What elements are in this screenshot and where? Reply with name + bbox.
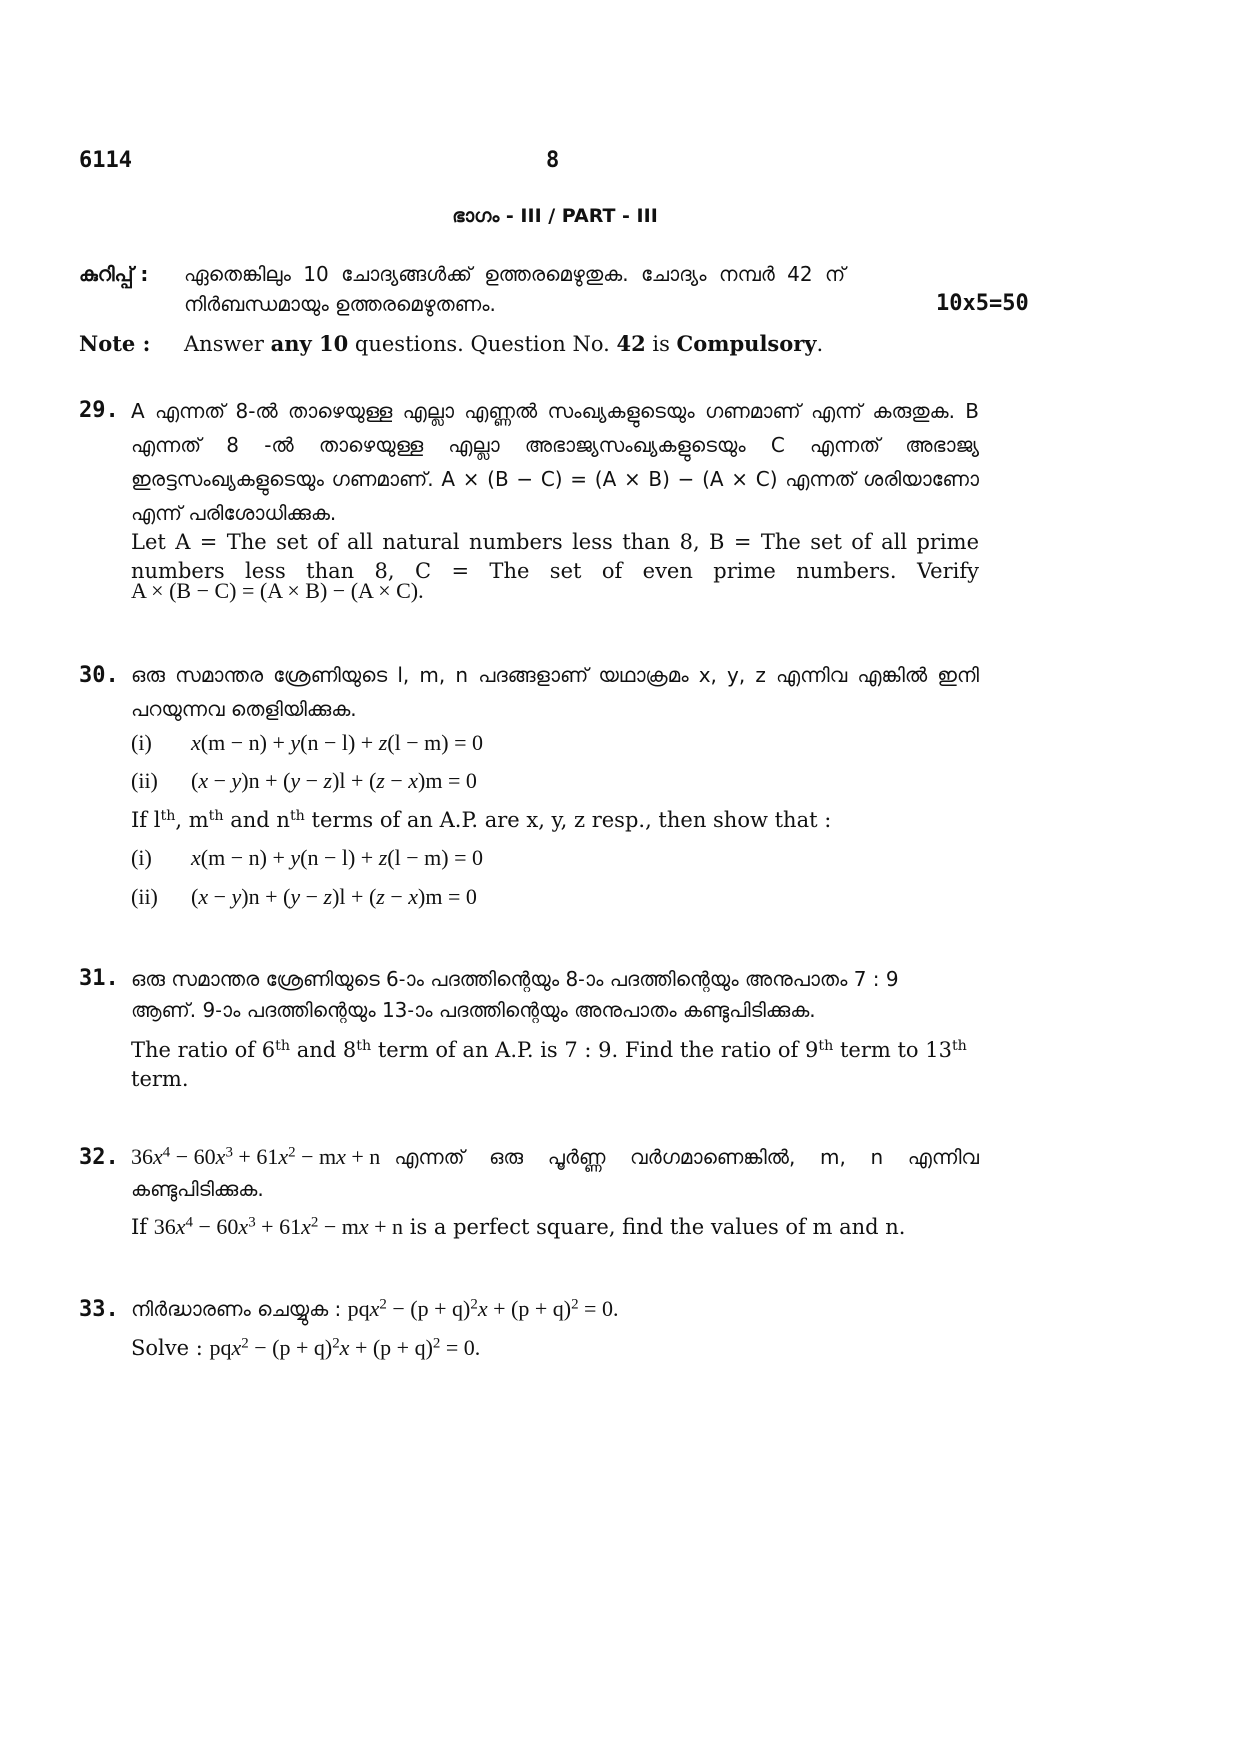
q33-malayalam: നിർദ്ധാരണം ചെയ്യുക : $pqx^2 - (p + q)^2x + (p + q)^2 = 0$. bbox=[131, 1296, 619, 1321]
q30-en-part-ii: (ii) (x − y)n + (y − z)l + (z − x)m = 0 bbox=[131, 884, 477, 909]
q29-english: Let A = The set of all natural numbers less than 8, B = The set of all prime numbers less than 8, C = The set of even prime numbers. Verify bbox=[131, 530, 979, 583]
q31-malayalam-line1: ഒരു സമാന്തര ശ്രേണിയുടെ 6-ാം പദത്തിന്റെയും 8-ാം പദത്തിന്റെയും അനുപാതം 7 : 9 bbox=[131, 967, 899, 991]
part-title: ഭാഗം - III / PART - III bbox=[452, 205, 658, 227]
q29-formula: A × (B − C) = (A × B) − (A × C). bbox=[131, 578, 424, 603]
note-en-label: Note : bbox=[79, 331, 151, 356]
page-number: 8 bbox=[546, 148, 560, 173]
q29-malayalam: A എന്നത് 8-ൽ താഴെയുള്ള എല്ലാ എണ്ണൽ സംഖ്യകളുടെയും ഗണമാണ് എന്ന് കരുതുക. B എന്നത് 8 -ൽ താഴെയുള്ള എല്ലാ അഭാജ്യസംഖ്യകളുടെയും C എന്നത് അഭാജ്യ ഇരട്ടസംഖ്യകളുടെയും ഗണമാണ്. A × (B − C) = (A × B) − (A × C) എന്നത് ശരിയാണോ എന്ന് പരിശോധിക്കുക. bbox=[131, 399, 979, 525]
note-ml-label: കുറിപ്പ് : bbox=[79, 262, 149, 286]
note-en-text: Answer any 10 questions. Question No. 42 is Compulsory. bbox=[184, 331, 824, 356]
question-number-33: 33. bbox=[79, 1297, 119, 1322]
q30-ml-part-ii: (ii) (x − y)n + (y − z)l + (z − x)m = 0 bbox=[131, 768, 477, 793]
q30-malayalam: ഒരു സമാന്തര ശ്രേണിയുടെ l, m, n പദങ്ങളാണ് യഥാക്രമം x, y, z എന്നിവ എങ്കിൽ ഇനി പറയുന്നവ തെളിയിക്കുക. bbox=[131, 663, 979, 721]
question-number-29: 29. bbox=[79, 398, 119, 423]
note-ml-line1: ഏതെങ്കിലും 10 ചോദ്യങ്ങൾക്ക് ഉത്തരമെഴുതുക. ചോദ്യം നമ്പർ 42 ന് bbox=[184, 262, 846, 286]
note-ml-line2: നിർബന്ധമായും ഉത്തരമെഴുതണം. bbox=[184, 292, 496, 316]
q32-malayalam-line2: കണ്ടുപിടിക്കുക. bbox=[131, 1177, 264, 1201]
total-marks: 10x5=50 bbox=[936, 291, 1029, 316]
q32-polynomial: $36x^4 - 60x^3 + 61x^2$ − mx + n bbox=[131, 1144, 381, 1169]
question-number-30: 30. bbox=[79, 663, 119, 688]
q30-en-part-i: (i) x(m − n) + y(n − l) + z(l − m) = 0 bbox=[131, 845, 483, 870]
q32-english: If $36x^4 - 60x^3 + 61x^2$ − mx + n is a perfect square, find the values of m and n. bbox=[131, 1214, 906, 1239]
question-number-32: 32. bbox=[79, 1145, 119, 1170]
q30-english: If $l^{th}$, $m^{th}$ and $n^{th}$ terms of an A.P. are x, y, z resp., then show that : bbox=[131, 807, 832, 832]
q30-ml-part-i: (i) x(m − n) + y(n − l) + z(l − m) = 0 bbox=[131, 730, 483, 755]
q31-malayalam-line2: ആണ്. 9-ാം പദത്തിന്റെയും 13-ാം പദത്തിന്റെയും അനുപാതം കണ്ടുപിടിക്കുക. bbox=[131, 998, 816, 1022]
question-number-31: 31. bbox=[79, 966, 119, 991]
q32-malayalam-line1: $36x^4 - 60x^3 + 61x^2$ − mx + n എന്നത് ഒരു പൂർണ്ണ വർഗമാണെങ്കിൽ, m, n എന്നിവ bbox=[131, 1144, 979, 1169]
paper-code: 6114 bbox=[79, 148, 132, 173]
q31-english: The ratio of 6th and 8th term of an A.P. is 7 : 9. Find the ratio of 9th term to 13th term. bbox=[131, 1037, 967, 1091]
q33-english: Solve : $pqx^2 - (p + q)^2x + (p + q)^2 = 0$. bbox=[131, 1335, 481, 1360]
